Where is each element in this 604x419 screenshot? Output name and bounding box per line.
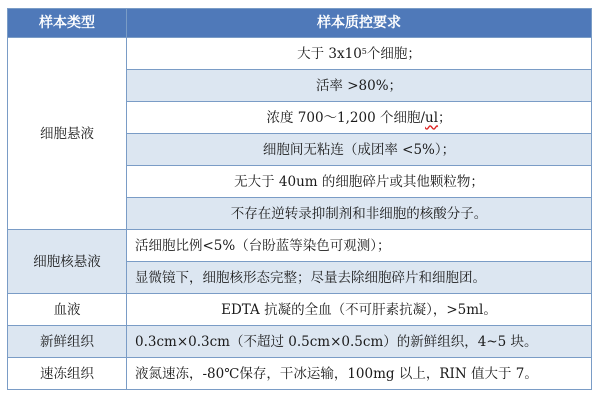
category-frozen-tissue: 速冻组织 [8, 358, 127, 390]
category-nuclei-suspension: 细胞核悬液 [8, 230, 127, 294]
requirement-cell: 0.3cm×0.3cm（不超过 0.5cm×0.5cm）的新鲜组织，4~5 块。 [127, 326, 592, 358]
superscript: 5 [361, 46, 367, 56]
table-row [8, 358, 592, 390]
table-header-row [8, 9, 592, 38]
table-row [8, 294, 592, 326]
requirement-text: 大于 3x10 [297, 45, 362, 62]
header-sample-type: 样本类型 [8, 9, 127, 38]
sample-qc-table [7, 8, 592, 390]
table-row [8, 38, 592, 70]
sample-qc-table-container [7, 8, 592, 390]
requirement-text: 个细胞； [366, 45, 421, 62]
requirement-cell: 活率 >80%； [127, 70, 592, 102]
category-fresh-tissue: 新鲜组织 [8, 326, 127, 358]
table-row [8, 230, 592, 262]
table-row [8, 326, 592, 358]
requirement-cell: 不存在逆转录抑制剂和非细胞的核酸分子。 [127, 198, 592, 230]
requirement-cell: EDTA 抗凝的全血（不可肝素抗凝），>5ml。 [127, 294, 592, 326]
requirement-cell: 活细胞比例<5%（台盼蓝等染色可观测）； [127, 230, 592, 262]
requirement-cell: 显微镜下，细胞核形态完整；尽量去除细胞碎片和细胞团。 [127, 262, 592, 294]
category-cell-suspension: 细胞悬液 [8, 38, 127, 230]
requirement-cell: 细胞间无粘连（成团率 <5%）； [127, 134, 592, 166]
header-qc-requirements: 样本质控要求 [127, 9, 592, 38]
requirement-cell: 液氮速冻，-80℃保存，干冰运输，100mg 以上，RIN 值大于 7。 [127, 358, 592, 390]
requirement-text: ； [438, 109, 452, 126]
requirement-text: 浓度 700～1,200 个细胞/ [266, 109, 426, 126]
requirement-cell [127, 38, 592, 70]
category-blood: 血液 [8, 294, 127, 326]
requirement-cell [127, 102, 592, 134]
requirement-cell: 无大于 40um 的细胞碎片或其他颗粒物； [127, 166, 592, 198]
spellcheck-marked-text: ul [425, 109, 439, 126]
